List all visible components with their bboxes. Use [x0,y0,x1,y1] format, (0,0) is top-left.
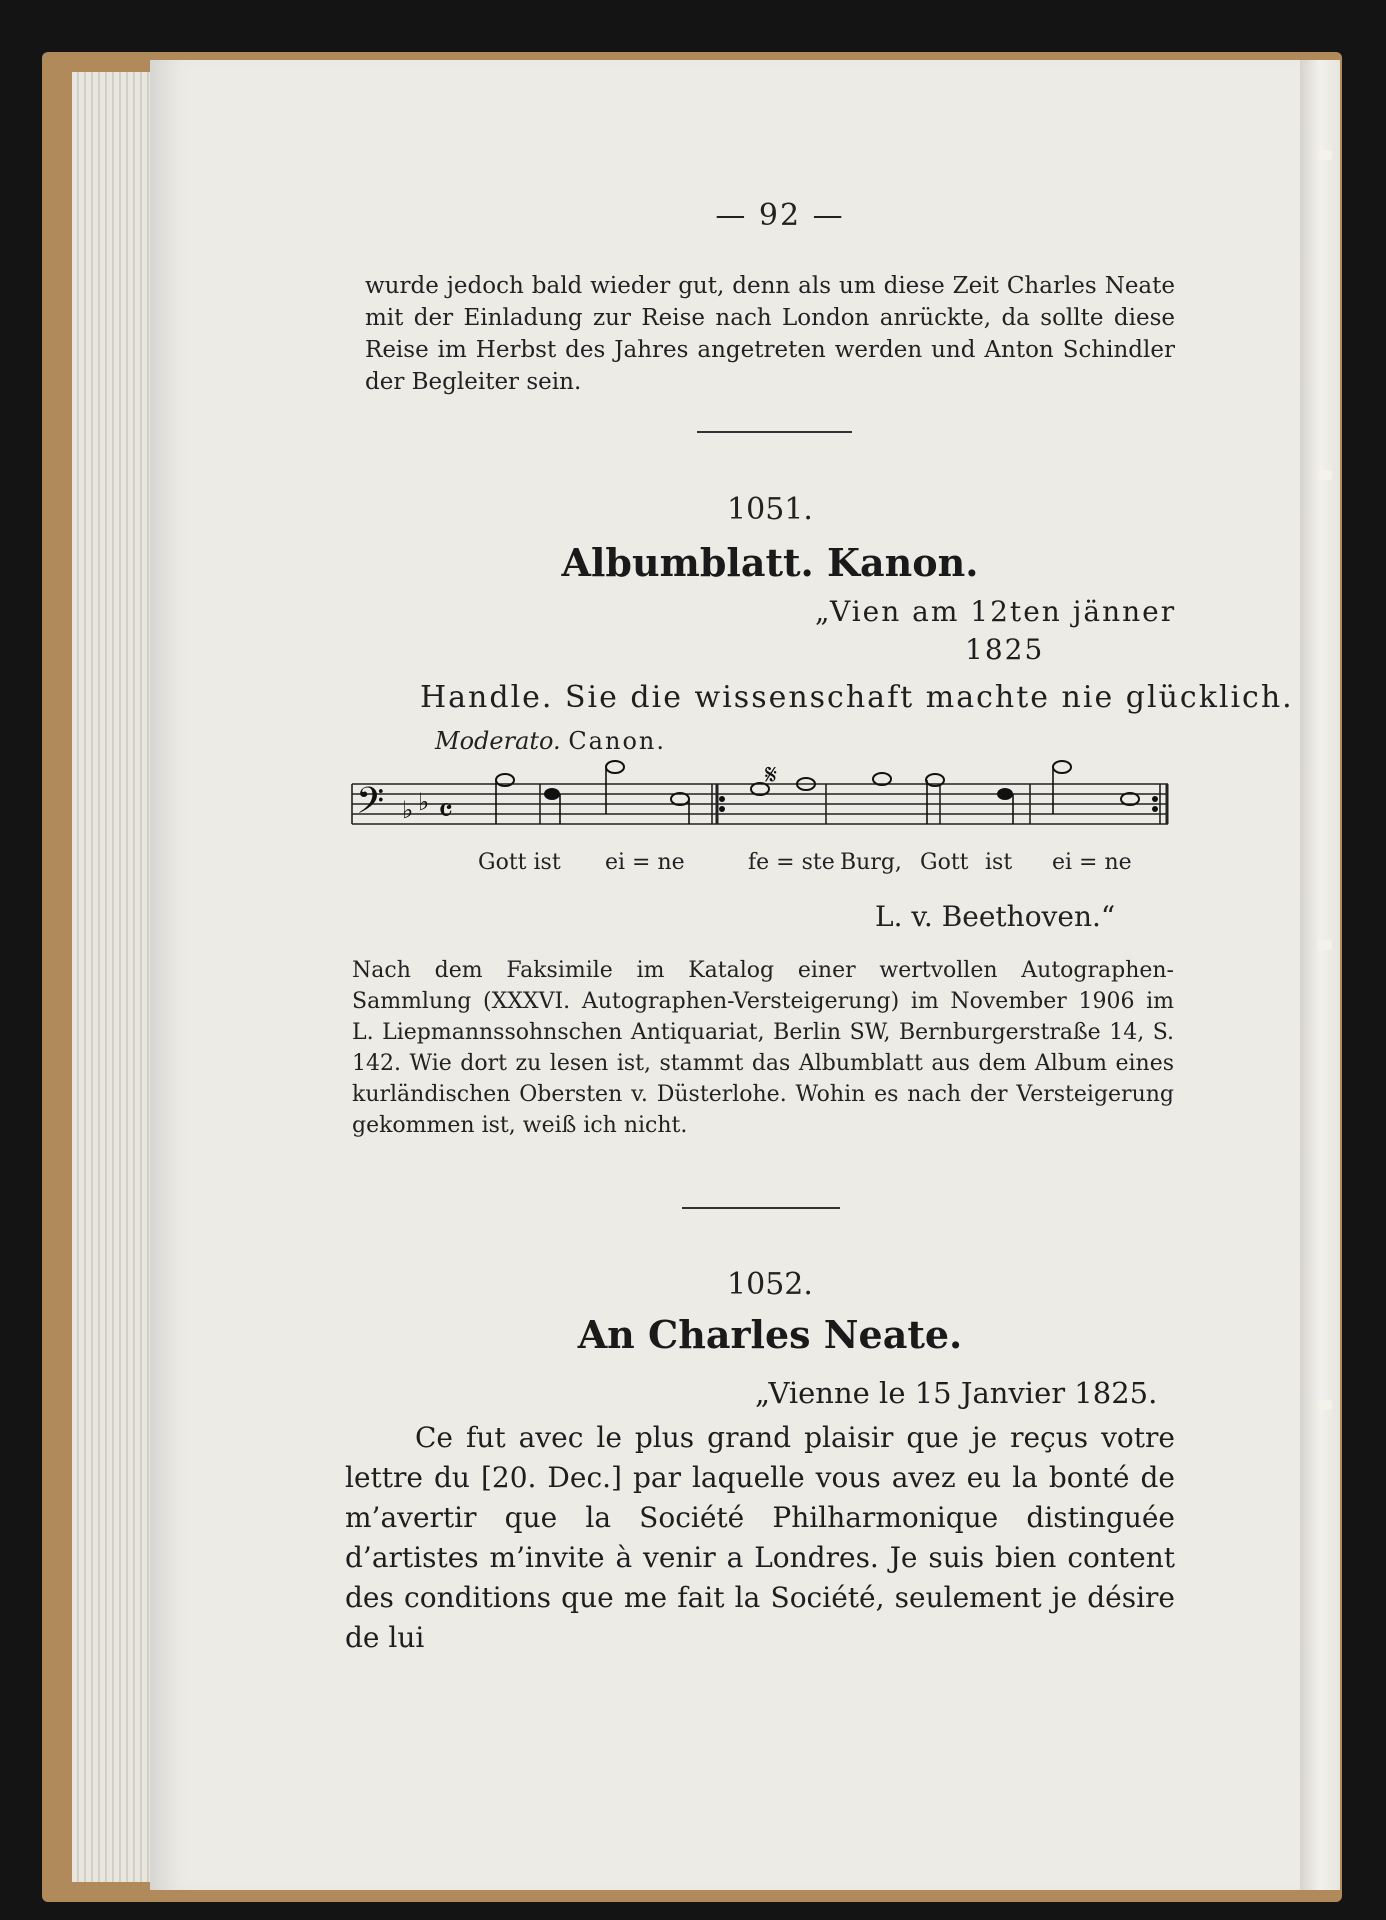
lyric-syllable: Gott ist [478,850,561,875]
binding-stitch [1318,940,1332,950]
lyric-syllable: ist [985,850,1013,875]
facing-page-edge [1300,60,1340,1890]
paragraph-top: wurde jedoch bald wieder gut, denn als um diese Zeit Charles Neate mit der Einladung zur Reise nach London anrückte, da sollte diese Reise im Herbst des Jahres angetreten werden und Anton Schindler der Begleiter sein. [365,273,1175,395]
lyric-syllable: ei = ne [605,850,685,875]
section-number: 1052. [727,1267,813,1302]
source-note: Nach dem Faksimile im Katalog einer wertvollen Autographen-Sammlung (XXXVI. Autographen-Versteigerung) im November 1906 im L. Liepmannssohnschen Antiquariat, Berlin SW, Bernburgerstraße 14, S. 142. Wie dort zu lesen ist, stammt das Albumblatt aus dem Album eines kurländischen Obersten v. Düsterlohe. Wohin es nach der Versteigerung gekommen ist, weiß ich nicht. [352,958,1174,1138]
quote-place-date: „Vien am 12ten jänner [815,595,1177,628]
section-title: Albumblatt. Kanon. [561,540,979,585]
quote-year: 1825 [965,633,1045,666]
section-divider [697,431,852,433]
binding-stitch [1318,470,1332,480]
lyric-syllable: ei = ne [1052,850,1132,875]
flat-icon: ♭ [418,788,430,816]
binding-stitch [1318,1400,1332,1410]
segno-icon: 𝄋 [765,758,778,791]
lyric-syllable: fe = ste [748,850,835,875]
signature: L. v. Beethoven.“ [875,900,1116,933]
lyric-syllable: Gott [920,850,969,875]
quote-text: Handle. Sie die wissenschaft machte nie glücklich. [420,680,1294,715]
binding-stitch [1318,150,1332,160]
letter-dateline: „Vienne le 15 Janvier 1825. [755,1376,1158,1410]
section-title: An Charles Neate. [577,1312,963,1357]
section-number: 1051. [727,492,813,527]
flat-icon: ♭ [402,796,414,824]
section-divider [682,1207,840,1209]
letter-body: Ce fut avec le plus grand plaisir que je reçus votre lettre du [20. Dec.] par laquelle vous avez eu la bonté de m’avertir que la Société Philharmonique distinguée d’artistes m’invite à venir a Londres. Je suis bien content des conditions que me fait la Société, seulement je désire de lui [345,1421,1175,1654]
tempo-word: Canon. [568,727,666,755]
bass-clef-icon: 𝄢 [356,780,385,831]
page-number: — 92 — [715,198,845,233]
lyric-syllable: Burg, [840,850,902,875]
tempo-italic: Moderato. [435,727,561,755]
common-time-icon: 𝄴 [438,791,454,831]
